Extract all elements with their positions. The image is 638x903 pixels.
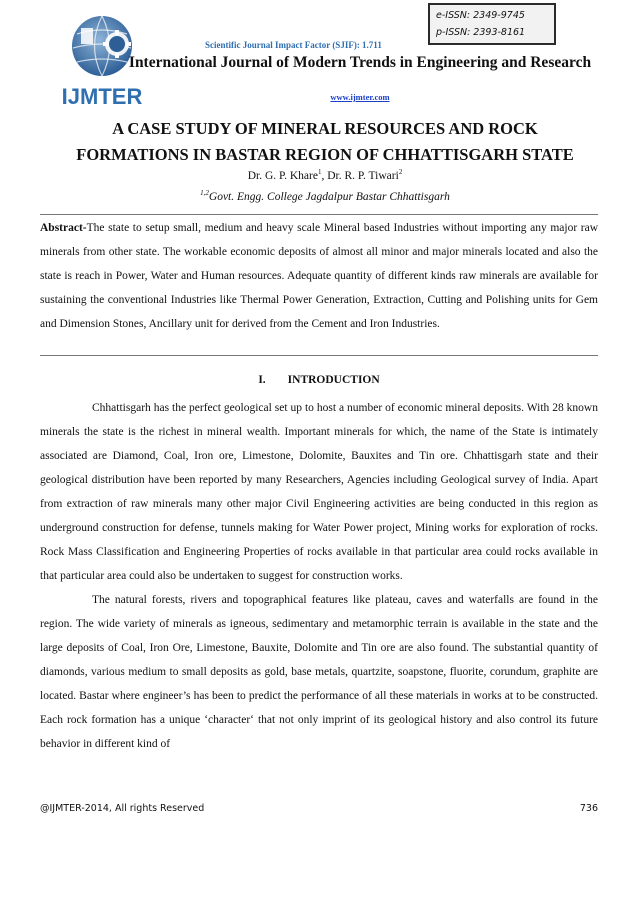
introduction-body xyxy=(40,396,598,756)
section-heading xyxy=(40,374,598,386)
copyright: @IJMTER-2014, All rights Reserved xyxy=(40,803,205,814)
paper-title xyxy=(40,116,610,168)
author-1-sup: 1 xyxy=(317,168,322,177)
journal-name: International Journal of Modern Trends in Engineering and Research xyxy=(128,54,592,71)
authors xyxy=(40,170,610,182)
abstract xyxy=(40,216,598,336)
title-line-1: A CASE STUDY OF MINERAL RESOURCES AND ROCK xyxy=(112,119,538,138)
paragraph-2: The natural forests, rivers and topographical features like plateau, caves and waterfalls are found in the region. The wide variety of minerals as igneous, sedimentary and metamorphic terrain is available in the state and the large deposits of Coal, Iron Ore, Limestone, Bauxite, Dolomite and Tin ore are also found. The substantial quantity of diamonds, various medium to small deposits as gold, base metals, quartzite, soapstone, fluorite, corundum, graphite are located. Bastar where engineer’s has been to predict the performance of all these materials in works at to be constructed. Each rock formation has a unique ‘character‘ that not only imprint of its geological history and also control its future behavior in different kind of xyxy=(40,594,598,750)
title-line-2: FORMATIONS IN BASTAR REGION OF CHHATTISGARH STATE xyxy=(76,145,574,164)
section-number: I. xyxy=(258,374,266,386)
p-issn: p-ISSN: 2393-8161 xyxy=(436,27,526,38)
paragraph-1: Chhattisgarh has the perfect geological set up to host a number of economic mineral deposits. With 28 known minerals the state is the richest in mineral wealth. Important minerals for which, the name of the State is intimately associated are Diamond, Coal, Iron ore, Limestone, Dolomite, Bauxites and Tin ore. Chhattisgarh state and their geological distribution have been reported by many Researchers, Agencies including Geological survey of India. Apart from extraction of raw minerals many other major Civil Engineering activities are being conducted in this region as underground construction for defense, tunnels making for Water Power project, Mining works for exploration of rocks. Rock Mass Classification and Engineering Properties of rocks available in that particular area could rocks available in that particular area could also be undertaken to suggest for construction works. xyxy=(40,402,598,582)
issn-box xyxy=(428,3,556,45)
section-title: INTRODUCTION xyxy=(287,374,380,386)
affiliation-sup: 1,2 xyxy=(200,189,209,198)
author-2: Dr. R. P. Tiwari xyxy=(327,170,399,182)
author-1: Dr. G. P. Khare xyxy=(247,170,318,182)
affiliation-text: Govt. Engg. College Jagdalpur Bastar Chhattisgarh xyxy=(208,191,450,203)
author-separator: , xyxy=(321,170,328,182)
logo-wordmark: IJMTER xyxy=(61,84,143,109)
abstract-text: The state to setup small, medium and heavy scale Mineral based Industries without importing any major raw minerals from other state. The workable economic deposits of almost all minor and major minerals located and also the state is reach in Power, Water and Human resources. Adequate quantity of different kinds raw minerals are available for sustaining the conventional Industries like Thermal Power Generation, Extraction, Cutting and Polishing units for Gem and Dimension Stones, Ancillary unit for derived from the Cement and Iron Industries. xyxy=(40,222,598,330)
page-number: 736 xyxy=(579,803,598,814)
author-2-sup: 2 xyxy=(398,168,403,177)
divider-top xyxy=(40,214,598,215)
impact-factor: Scientific Journal Impact Factor (SJIF): 1.711 xyxy=(205,40,382,50)
affiliation xyxy=(40,191,610,203)
e-issn: e-ISSN: 2349-9745 xyxy=(436,10,525,21)
journal-url-link[interactable]: www.ijmter.com xyxy=(330,92,390,102)
abstract-label: Abstract- xyxy=(40,222,87,234)
divider-bottom xyxy=(40,355,598,356)
